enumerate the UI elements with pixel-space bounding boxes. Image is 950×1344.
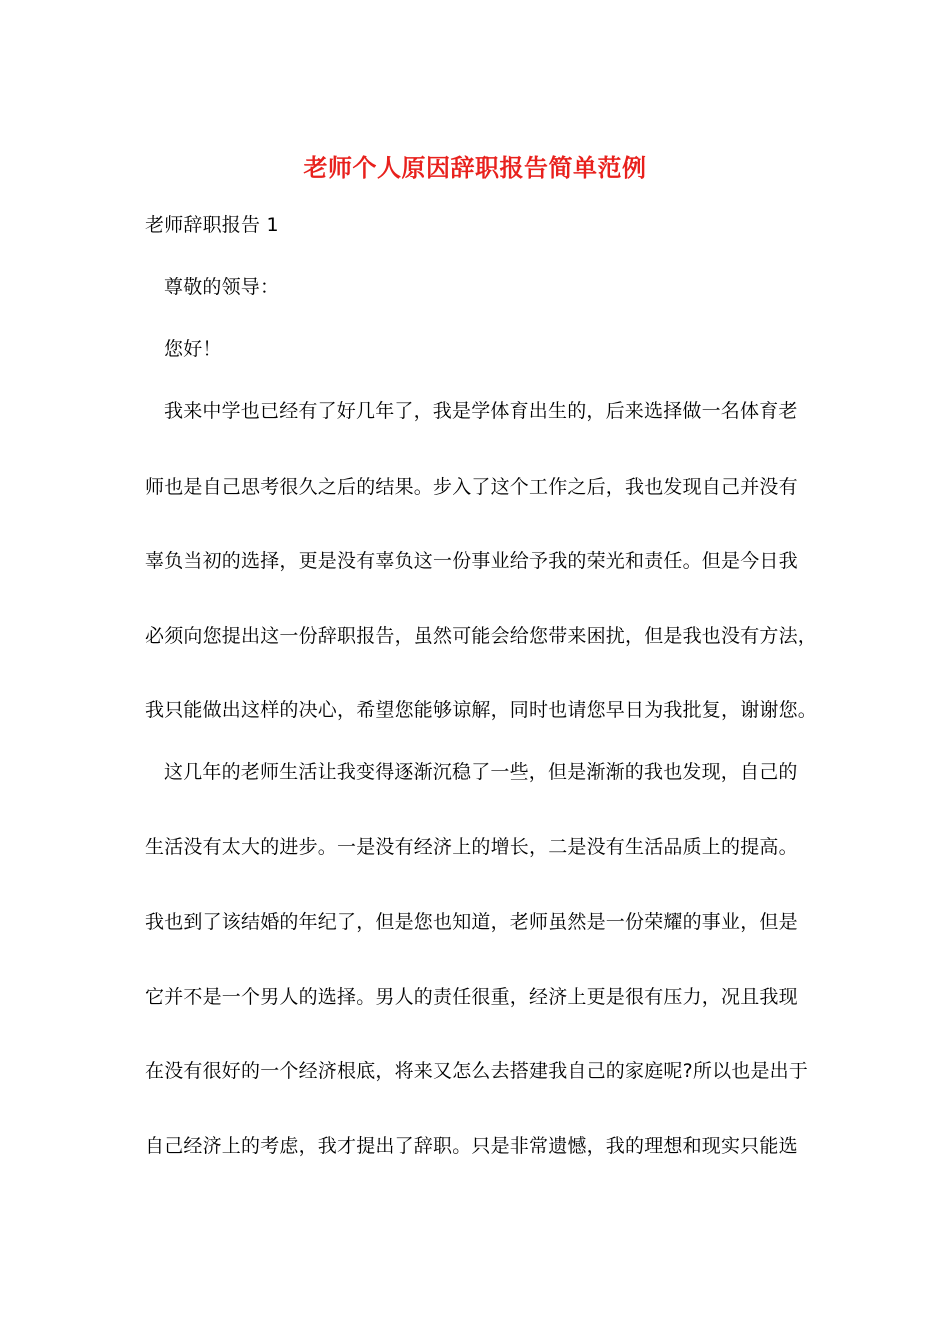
salutation: 尊敬的领导： xyxy=(164,276,280,298)
greeting: 您好！ xyxy=(164,338,222,360)
paragraph-line: 必须向您提出这一份辞职报告，虽然可能会给您带来困扰，但是我也没有方法， xyxy=(145,625,818,647)
paragraph-line: 自己经济上的考虑，我才提出了辞职。只是非常遗憾，我的理想和现实只能选 xyxy=(145,1135,798,1157)
paragraph-line: 在没有很好的一个经济根底，将来又怎么去搭建我自己的家庭呢?所以也是出于 xyxy=(145,1060,809,1082)
document-title: 老师个人原因辞职报告简单范例 xyxy=(303,153,647,182)
paragraph-line: 师也是自己思考很久之后的结果。步入了这个工作之后，我也发现自己并没有 xyxy=(145,476,798,498)
paragraph-line: 它并不是一个男人的选择。男人的责任很重，经济上更是很有压力，况且我现 xyxy=(145,986,798,1008)
paragraph-line: 我只能做出这样的决心，希望您能够谅解，同时也请您早日为我批复，谢谢您。 xyxy=(145,699,818,721)
subheading: 老师辞职报告 1 xyxy=(145,214,279,236)
paragraph-line: 我也到了该结婚的年纪了，但是您也知道，老师虽然是一份荣耀的事业，但是 xyxy=(145,911,798,933)
paragraph-line: 生活没有太大的进步。一是没有经济上的增长，二是没有生活品质上的提高。 xyxy=(145,836,798,858)
paragraph-line: 辜负当初的选择，更是没有辜负这一份事业给予我的荣光和责任。但是今日我 xyxy=(145,550,798,572)
paragraph-line: 我来中学也已经有了好几年了，我是学体育出生的，后来选择做一名体育老 xyxy=(164,400,798,422)
paragraph-line: 这几年的老师生活让我变得逐渐沉稳了一些，但是渐渐的我也发现，自己的 xyxy=(164,761,798,783)
